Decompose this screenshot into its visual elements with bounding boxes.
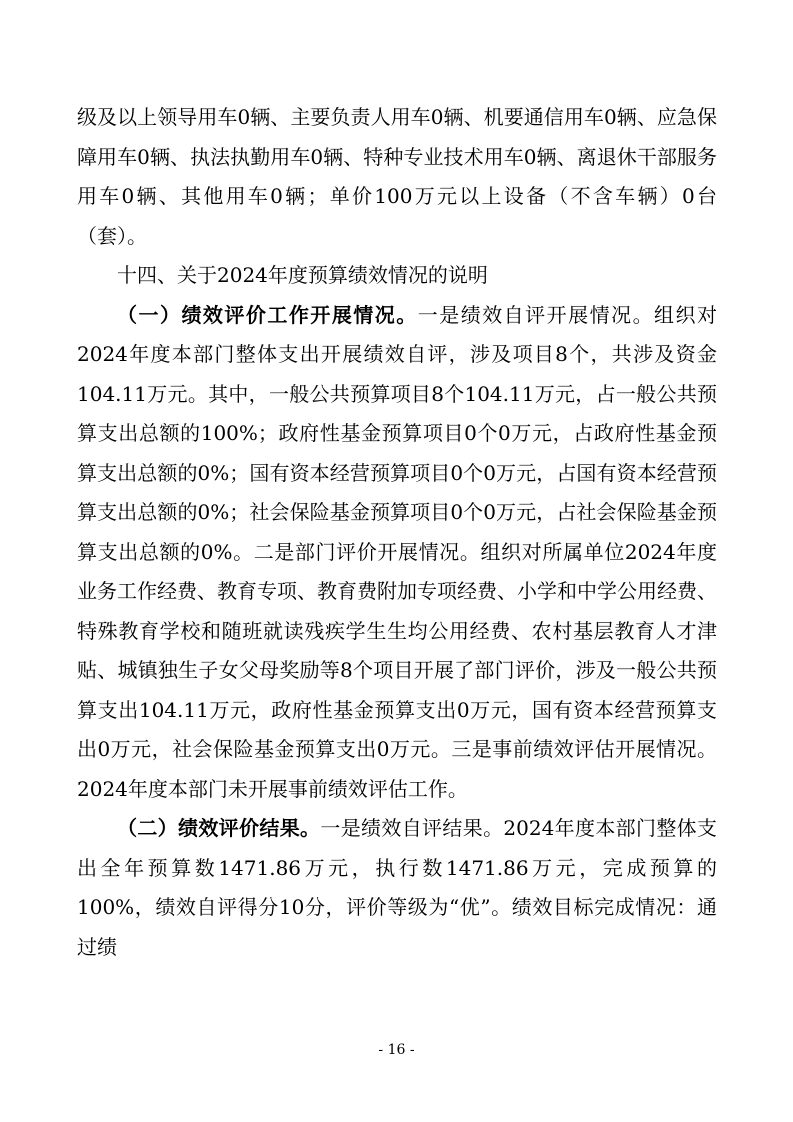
section-heading-text: 十四、关于2024年度预算绩效情况的说明 bbox=[117, 263, 488, 287]
paragraph-text: 一是绩效自评结果。2024年度本部门整体支出全年预算数1471.86万元，执行数1471.86万元，完成预算的100%，绩效自评得分10分，评价等级为“优”。绩效目标完成情况：通过绩 bbox=[77, 816, 717, 959]
page-number: - 16 - bbox=[378, 1042, 415, 1058]
paragraph-text: 级及以上领导用车0辆、主要负责人用车0辆、机要通信用车0辆、应急保障用车0辆、执法执勤用车0辆、特种专业技术用车0辆、离退休干部服务用车0辆、其他用车0辆；单价100万元以上设备（不含车辆）0台（套）。 bbox=[77, 105, 717, 248]
section-heading-14 bbox=[77, 256, 717, 296]
paragraph-vehicle-summary bbox=[77, 98, 717, 256]
paragraph-evaluation-results bbox=[77, 809, 717, 967]
paragraph-evaluation-work bbox=[77, 296, 717, 810]
subheading-evaluation-work: （一）绩效评价工作开展情况。 bbox=[117, 302, 418, 327]
subheading-evaluation-results: （二）绩效评价结果。 bbox=[117, 816, 321, 840]
paragraph-text: 一是绩效自评开展情况。组织对2024年度本部门整体支出开展绩效自评，涉及项目8个，共涉及资金104.11万元。其中，一般公共预算项目8个104.11万元，占一般公共预算支出总额的100%；政府性基金预算项目0个0万元，占政府性基金预算支出总额的0%；国有资本经营预算项目0个0万元，占国有资本经营预算支出总额的0%；社会保险基金预算项目0个0万元，占社会保险基金预算支出总额的0%。二是部门评价开展情况。组织对所属单位2024年度业务工作经费、教育专项、教育费附加专项经费、小学和中学公用经费、特殊教育学校和随班就读残疾学生生均公用经费、农村基层教育人才津贴、城镇独生子女父母奖励等8个项目开展了部门评价，涉及一般公共预算支出104.11万元，政府性基金预算支出0万元，国有资本经营预算支出0万元，社会保险基金预算支出0万元。三是事前绩效评估开展情况。2024年度本部门未开展事前绩效评估工作。 bbox=[77, 302, 718, 801]
body-text bbox=[77, 98, 717, 967]
